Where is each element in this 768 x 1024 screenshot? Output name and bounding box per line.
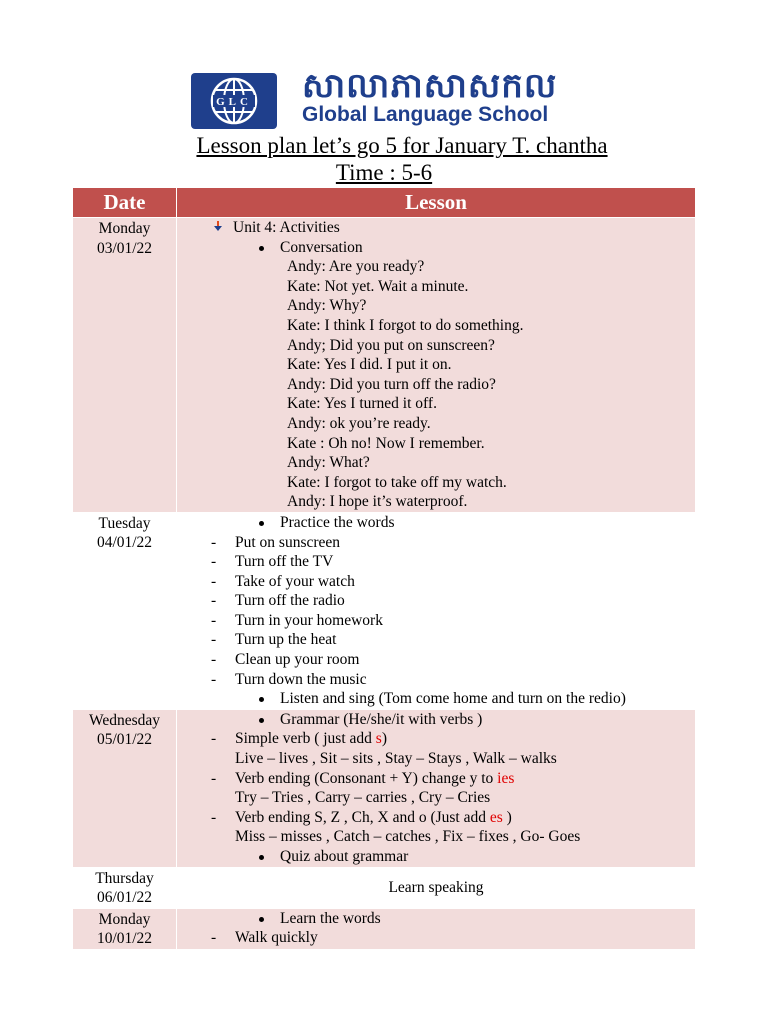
bullet-item-text: Grammar (He/she/it with verbs ) [280,710,483,728]
lesson-line: Andy: Did you turn off the radio? [287,375,496,393]
logo-text: GLC [216,96,252,108]
date-label: 10/01/22 [96,930,153,948]
dash-item [177,630,695,650]
bullet-item [177,689,695,709]
lesson-line: Andy: Why? [287,297,367,315]
bullet-item-text: Learn the words [280,909,381,927]
table-row [73,512,696,709]
highlighted-suffix: ies [497,769,515,787]
unit-heading-text: Unit 4: Activities [233,219,340,236]
dash-marker: - [211,611,217,629]
day-label: Monday [98,220,151,237]
lesson-line: Andy: Are you ready? [287,258,425,276]
arrow-bullet-icon [213,221,223,233]
lesson-cell [177,709,696,867]
lesson-line: Kate : Oh no! Now I remember. [287,434,485,452]
dash-item-text: Verb ending S, Z , Ch, X and o (Just add [235,808,490,826]
dash-item-tail: ) [381,730,387,748]
dash-marker: - [211,631,217,649]
date-label: 06/01/22 [96,889,153,907]
dash-marker: - [211,553,217,571]
date-label: 05/01/22 [96,731,153,749]
dash-item [177,572,695,592]
lesson-cell [177,512,696,709]
dash-marker: - [211,929,217,947]
lesson-line: Kate: I think I forgot to do something. [287,316,524,334]
dash-marker: - [211,730,217,748]
dash-item [177,769,695,789]
bullet-item [177,710,695,730]
bullet-item [177,847,695,867]
day-label: Monday [98,910,151,928]
day-label: Thursday [95,869,154,887]
date-cell [73,867,177,908]
dash-marker: - [211,572,217,590]
example-line: Try – Tries , Carry – carries , Cry – Cries [235,789,491,807]
date-cell [73,512,177,709]
school-logo [191,73,277,129]
dash-item-text: Take of your watch [235,572,355,590]
lesson-column-header: Lesson [177,188,696,218]
dash-item-text: Turn in your homework [235,611,383,629]
dash-item-text: Walk quickly [235,929,318,947]
lesson-line: Kate: Yes I turned it off. [287,395,437,413]
dash-item-text: Turn down the music [235,670,367,688]
day-label: Tuesday [98,514,151,532]
lesson-line: Andy: I hope it’s waterproof. [287,493,468,511]
table-row [73,908,696,949]
lesson-line: Kate: I forgot to take off my watch. [287,473,507,491]
school-name: Global Language School [302,103,549,126]
highlighted-suffix: es [489,808,503,826]
dash-item [177,928,695,948]
dash-marker: - [211,533,217,551]
bullet-item-text: Conversation [280,238,363,256]
dash-item-text: Turn off the radio [235,592,345,610]
date-cell [73,709,177,867]
dash-marker: - [211,808,217,826]
lesson-line: Andy: ok you’re ready. [287,414,431,432]
dash-marker: - [211,651,217,669]
dash-item-text: Turn up the heat [235,631,337,649]
dash-item-tail: ) [502,808,512,826]
dash-marker: - [211,670,217,688]
dash-marker: - [211,592,217,610]
example-line: Live – lives , Sit – sits , Stay – Stays , Walk – walks [235,750,557,768]
dash-marker: - [211,769,217,787]
lesson-cell: Learn speaking [177,867,696,908]
date-label: 03/01/22 [96,239,153,257]
dash-item-text: Put on sunscreen [235,533,341,551]
dash-item [177,611,695,631]
bullet-item [177,909,695,929]
dash-item [177,729,695,749]
dash-item-text: Simple verb ( just add [235,730,376,748]
date-cell [73,218,177,513]
table-header-row [73,188,696,218]
document-header [0,0,768,190]
highlighted-suffix: s [375,730,382,748]
bullet-item [177,513,695,533]
bullet-item-text: Quiz about grammar [280,848,409,865]
example-line: Miss – misses , Catch – catches , Fix – fixes , Go- Goes [235,828,581,846]
bullet-item-text: Listen and sing (Tom come home and turn on the redio) [280,690,626,708]
lesson-cell [177,908,696,949]
lesson-line: Kate: Not yet. Wait a minute. [287,277,469,295]
date-cell [73,908,177,949]
table-row [73,709,696,867]
unit-heading [177,218,695,238]
dash-item [177,808,695,828]
dash-item-text: Turn off the TV [235,553,334,571]
lesson-plan-table [72,187,696,949]
table-row [73,218,696,513]
lesson-line: Andy: What? [287,454,370,472]
table-row [73,867,696,908]
day-label: Wednesday [88,711,161,729]
globe-icon [191,73,277,129]
dash-item [177,670,695,690]
dash-item [177,591,695,611]
bullet-item [177,238,695,258]
table-body [73,218,696,949]
lesson-cell [177,218,696,513]
dash-item [177,552,695,572]
dash-item-text: Clean up your room [235,651,360,669]
bullet-item-text: Practice the words [280,513,395,531]
document-title: Lesson plan let’s go 5 for January T. chantha [196,133,608,158]
lesson-line: Kate: Yes I did. I put it on. [287,356,452,374]
dash-item [177,533,695,553]
school-name-khmer: សាលាភាសាសកល [302,66,558,106]
dash-item [177,650,695,670]
lesson-line: Andy; Did you put on sunscreen? [287,336,495,354]
date-column-header: Date [73,188,177,218]
class-time: Time : 5-6 [335,160,433,185]
dash-item-text: Verb ending (Consonant + Y) change y to [235,769,498,787]
date-label: 04/01/22 [96,534,153,552]
